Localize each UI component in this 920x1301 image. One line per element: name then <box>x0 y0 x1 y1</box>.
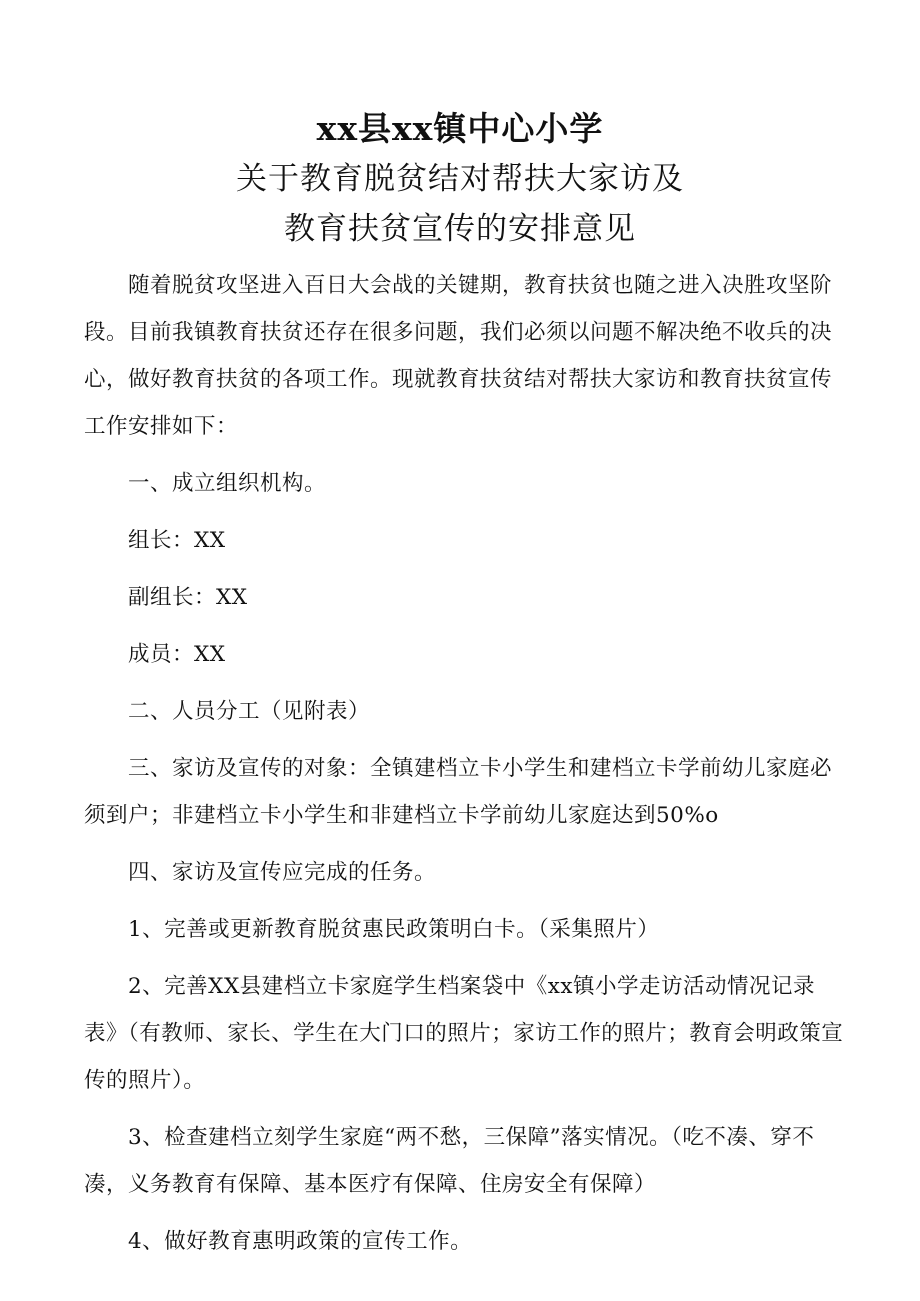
vice-leader-line: 副组长：XX <box>128 585 248 610</box>
section-3-paragraph: 三、家访及宣传的对象：全镇建档立卡小学生和建档立卡学前幼儿家庭必须到户；非建档立卡小学生和非建档立卡学前幼儿家庭达到50%o <box>84 756 833 828</box>
title-line-2: 关于教育脱贫结对帮扶大家访及 <box>236 161 684 197</box>
section-1-heading: 一、成立组织机构。 <box>128 471 327 496</box>
section-2-heading: 二、人员分工（见附表） <box>128 699 371 724</box>
school-name-heading: xx县xx镇中心小学 <box>316 109 604 148</box>
title-line-3: 教育扶贫宣传的安排意见 <box>284 211 636 247</box>
leader-line: 组长：XX <box>128 528 226 553</box>
task-3-paragraph: 3、检查建档立刻学生家庭“两不愁，三保障”落实情况。（吃不凑、穿不凑，义务教育有保障、基本医疗有保障、住房安全有保障） <box>84 1125 815 1197</box>
task-2-paragraph: 2、完善XX县建档立卡家庭学生档案袋中《xx镇小学走访活动情况记录表》（有教师、家长、学生在大门口的照片；家访工作的照片；教育会明政策宣传的照片）。 <box>84 974 844 1093</box>
section-4-heading: 四、家访及宣传应完成的任务。 <box>128 860 437 885</box>
task-4-paragraph: 4、做好教育惠明政策的宣传工作。 <box>128 1229 473 1254</box>
document-title <box>0 104 920 254</box>
document-body <box>84 262 844 1265</box>
task-1-paragraph: 1、完善或更新教育脱贫惠民政策明白卡。（采集照片） <box>128 917 660 942</box>
intro-paragraph: 随着脱贫攻坚进入百日大会战的关键期，教育扶贫也随之进入决胜攻坚阶段。目前我镇教育扶贫还存在很多问题，我们必须以问题不解决绝不收兵的决心，做好教育扶贫的各项工作。现就教育扶贫结对帮扶大家访和教育扶贫宣传工作安排如下： <box>84 273 833 439</box>
members-line: 成员：XX <box>128 642 226 667</box>
